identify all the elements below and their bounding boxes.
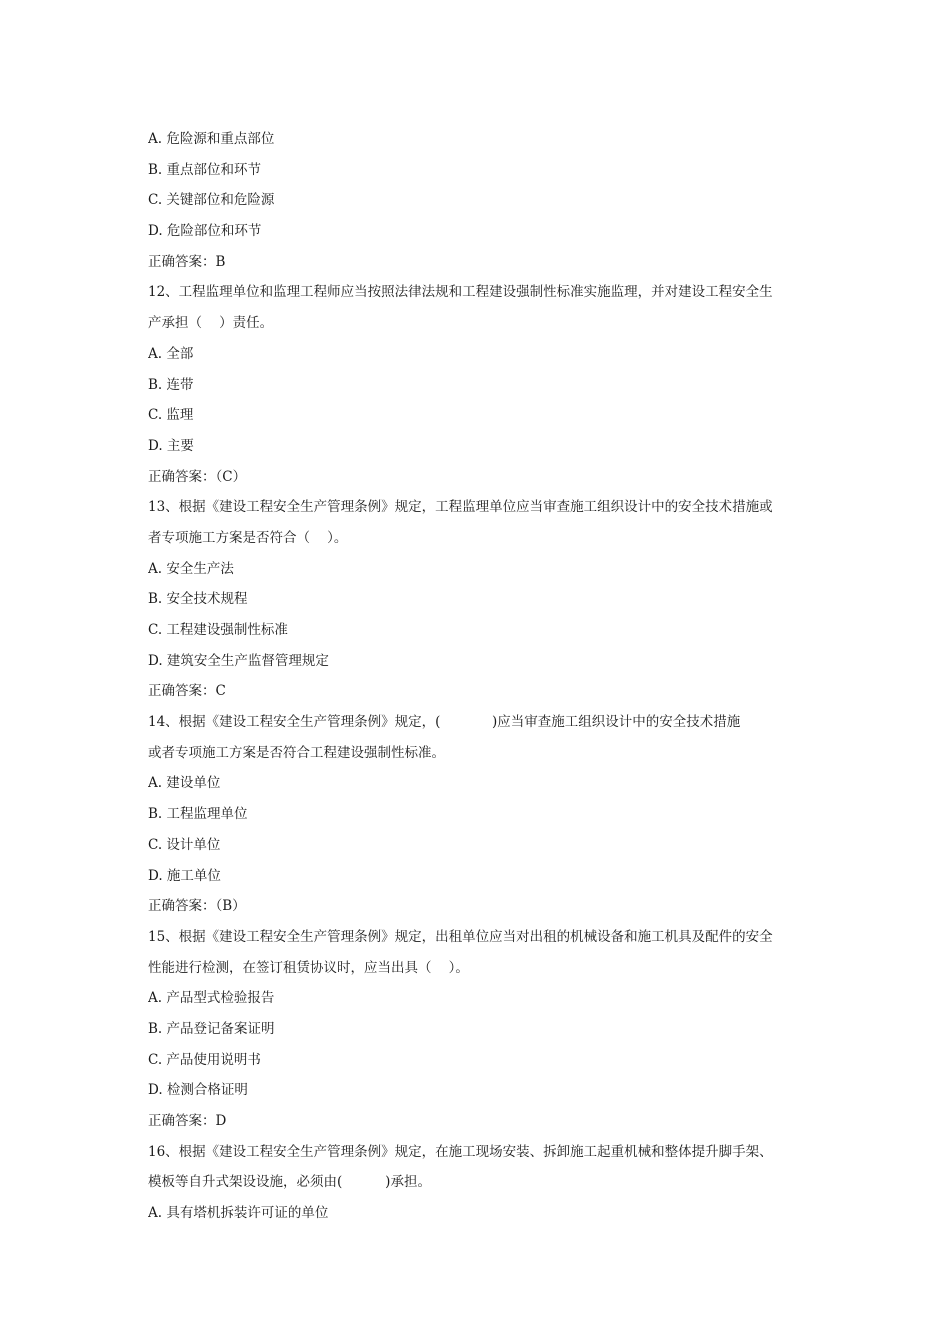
- question-line: 14、根据《建设工程安全生产管理条例》规定，( )应当审查施工组织设计中的安全技术措施: [148, 714, 741, 731]
- answer-line: 正确答案：（B）: [148, 898, 246, 915]
- option-line: B. 连带: [148, 376, 194, 393]
- option-line: A. 安全生产法: [148, 560, 234, 577]
- question-line: 或者专项施工方案是否符合工程建设强制性标准。: [148, 744, 445, 761]
- option-line: C. 设计单位: [148, 836, 221, 853]
- question-line: 12、工程监理单位和监理工程师应当按照法律法规和工程建设强制性标准实施监理，并对建设工程安全生: [148, 284, 773, 301]
- answer-line: 正确答案：D: [148, 1113, 227, 1129]
- question-line: 13、根据《建设工程安全生产管理条例》规定，工程监理单位应当审查施工组织设计中的安全技术措施或: [148, 499, 773, 516]
- answer-line: 正确答案：（C）: [148, 468, 247, 485]
- question-line: 16、根据《建设工程安全生产管理条例》规定，在施工现场安装、拆卸施工起重机械和整体提升脚手架、: [148, 1143, 773, 1160]
- option-line: A. 危险源和重点部位: [148, 131, 275, 147]
- option-line: A. 建设单位: [148, 775, 221, 792]
- option-line: A. 全部: [148, 345, 194, 362]
- question-line: 性能进行检测，在签订租赁协议时，应当出具（ ）。: [148, 959, 469, 976]
- option-line: C. 监理: [148, 407, 194, 424]
- option-line: C. 产品使用说明书: [148, 1051, 261, 1068]
- question-line: 15、根据《建设工程安全生产管理条例》规定，出租单位应当对出租的机械设备和施工机具及配件的安全: [148, 928, 773, 945]
- document-body: [148, 127, 808, 1232]
- option-line: C. 关键部位和危险源: [148, 192, 275, 209]
- option-line: A. 产品型式检验报告: [148, 990, 275, 1007]
- option-line: D. 危险部位和环节: [148, 223, 262, 240]
- option-line: D. 建筑安全生产监督管理规定: [148, 652, 329, 669]
- option-line: D. 检测合格证明: [148, 1082, 248, 1099]
- question-line: 产承担（ ）责任。: [148, 315, 274, 332]
- question-line: 者专项施工方案是否符合（ ）。: [148, 529, 348, 546]
- option-line: B. 工程监理单位: [148, 806, 248, 823]
- option-line: B. 重点部位和环节: [148, 161, 262, 178]
- option-line: D. 主要: [148, 437, 194, 454]
- option-line: B. 安全技术规程: [148, 591, 248, 608]
- answer-line: 正确答案：C: [148, 683, 226, 700]
- option-line: A. 具有塔机拆装许可证的单位: [148, 1205, 329, 1222]
- question-line: 模板等自升式架设设施，必须由( )承担。: [148, 1174, 431, 1191]
- option-line: C. 工程建设强制性标准: [148, 622, 288, 638]
- answer-line: 正确答案：B: [148, 253, 226, 270]
- option-line: D. 施工单位: [148, 867, 221, 884]
- option-line: B. 产品登记备案证明: [148, 1020, 275, 1037]
